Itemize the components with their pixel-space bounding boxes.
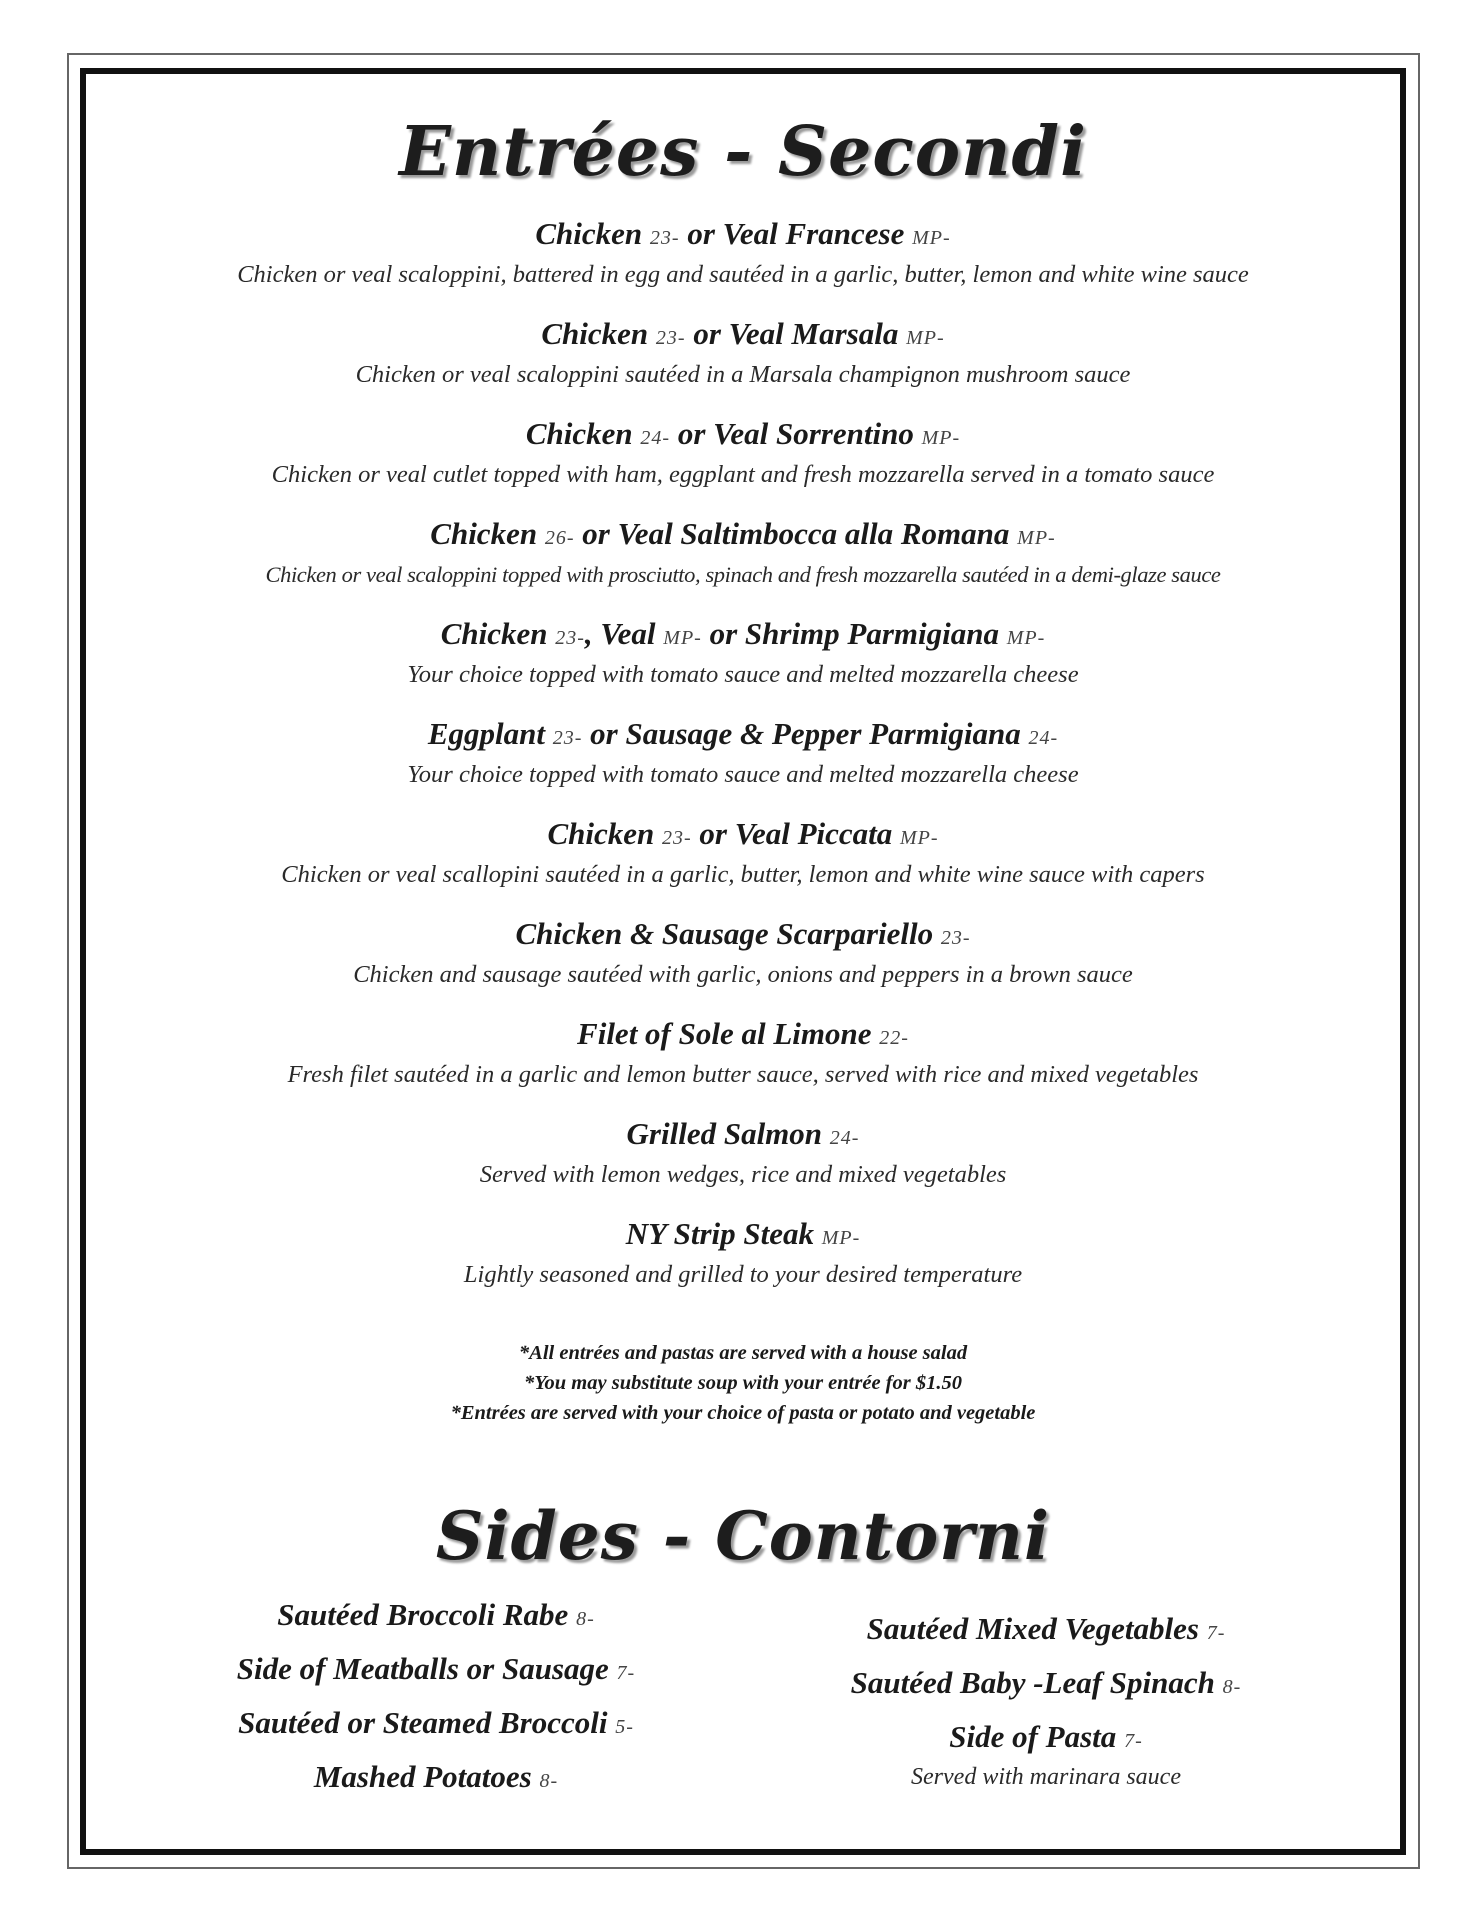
side-name: Sautéed Baby -Leaf Spinach <box>850 1665 1215 1700</box>
item-price: 24- <box>829 1127 860 1149</box>
entrees-list <box>86 214 1400 1314</box>
item-name <box>86 314 1400 358</box>
side-item <box>186 1644 686 1698</box>
item-description: Chicken and sausage sautéed with garlic, onions and peppers in a brown sauce <box>353 961 1133 988</box>
item-price: 23- <box>649 227 680 249</box>
item-description: Fresh filet sautéed in a garlic and lemon butter sauce, served with rice and mixed vegetables <box>287 1061 1199 1088</box>
item-name-part: Chicken <box>440 616 548 651</box>
item-price: 23- <box>655 327 686 349</box>
item-description: Your choice topped with tomato sauce and melted mozzarella cheese <box>407 661 1079 688</box>
item-name <box>86 614 1400 658</box>
sides-right-column <box>796 1604 1296 1788</box>
item-name <box>86 714 1400 758</box>
item-price: MP- <box>663 627 702 649</box>
item-price: MP- <box>912 227 951 249</box>
note-pasta-or-potato: *Entrées are served with your choice of pasta or potato and vegetable <box>450 1402 1036 1424</box>
item-name-part: NY Strip Steak <box>625 1216 815 1251</box>
item-name <box>86 1014 1400 1058</box>
item-name <box>86 1114 1400 1158</box>
item-name-part: Chicken & Sausage Scarpariello <box>515 916 934 951</box>
menu-item-saltimbocca <box>86 514 1400 614</box>
side-item <box>796 1604 1296 1658</box>
side-name: Mashed Potatoes <box>313 1759 532 1794</box>
item-price: MP- <box>821 1227 861 1249</box>
item-name-part: or Veal Marsala <box>693 316 899 351</box>
side-item <box>796 1658 1296 1712</box>
item-name-part: or Veal Sorrentino <box>677 416 914 451</box>
item-name-part: or Veal Francese <box>687 216 905 251</box>
side-description: Served with marinara sauce <box>911 1764 1181 1790</box>
item-name-part: or Shrimp Parmigiana <box>709 616 999 651</box>
item-price: MP- <box>1017 527 1056 549</box>
menu-item-sorrentino <box>86 414 1400 514</box>
note-soup-substitute: *You may substitute soup with your entrée for $1.50 <box>524 1372 962 1394</box>
item-name-part: Filet of Sole al Limone <box>577 1016 872 1051</box>
side-price: 5- <box>615 1716 634 1738</box>
item-description: Chicken or veal cutlet topped with ham, eggplant and fresh mozzarella served in a tomato sauce <box>271 461 1215 488</box>
side-name: Side of Meatballs or Sausage <box>236 1651 609 1686</box>
sides-title: Sides - Contorni <box>435 1497 1051 1575</box>
item-description: Lightly seasoned and grilled to your desired temperature <box>463 1261 1023 1288</box>
item-name-part: or Sausage & Pepper Parmigiana <box>590 716 1021 751</box>
side-price: 7- <box>1124 1730 1143 1752</box>
menu-item-scarpariello <box>86 914 1400 1014</box>
sides-left-column <box>186 1590 686 1806</box>
item-name-part: , Veal <box>584 616 656 651</box>
item-price: 23- <box>661 827 692 849</box>
item-price: 26- <box>544 527 575 549</box>
side-price: 7- <box>616 1662 636 1684</box>
side-item <box>186 1752 686 1806</box>
item-price: MP- <box>1006 627 1046 649</box>
menu-item-parmigiana <box>86 614 1400 714</box>
item-name-part: Chicken <box>547 816 655 851</box>
side-name: Sautéed Broccoli Rabe <box>277 1597 569 1632</box>
item-price: 24- <box>1028 727 1059 749</box>
side-price: 8- <box>576 1608 595 1630</box>
item-name-part: Eggplant <box>427 716 545 751</box>
menu-item-sole <box>86 1014 1400 1114</box>
side-item <box>186 1590 686 1644</box>
item-name <box>86 914 1400 958</box>
menu-item-salmon <box>86 1114 1400 1214</box>
side-price: 8- <box>539 1770 559 1792</box>
menu-item-eggplant-sausage-parmigiana <box>86 714 1400 814</box>
side-price: 8- <box>1222 1676 1242 1698</box>
item-description: Served with lemon wedges, rice and mixed vegetables <box>479 1161 1007 1188</box>
item-name-part: Chicken <box>535 216 643 251</box>
item-name-part: Chicken <box>541 316 649 351</box>
side-price: 7- <box>1206 1622 1226 1644</box>
side-name: Sautéed Mixed Vegetables <box>866 1611 1199 1646</box>
sides-list <box>86 1590 1400 1820</box>
side-item <box>796 1712 1296 1766</box>
item-price: 22- <box>879 1027 909 1049</box>
item-price: MP- <box>921 427 961 449</box>
item-name-part: Chicken <box>525 416 633 451</box>
item-price: MP- <box>900 827 939 849</box>
side-name: Sautéed or Steamed Broccoli <box>238 1705 608 1740</box>
item-description: Chicken or veal scaloppini sautéed in a Marsala champignon mushroom sauce <box>355 361 1131 388</box>
item-description: Chicken or veal scaloppini, battered in egg and sautéed in a garlic, butter, lemon and white wine sauce <box>237 261 1249 288</box>
item-name <box>86 814 1400 858</box>
menu-page <box>86 74 1400 1820</box>
item-name-part: or Veal Saltimbocca alla Romana <box>582 516 1010 551</box>
item-name-part: Chicken <box>430 516 538 551</box>
menu-item-francese <box>86 214 1400 314</box>
side-name: Side of Pasta <box>949 1719 1117 1754</box>
item-price: MP- <box>906 327 945 349</box>
item-description: Chicken or veal scallopini sautéed in a garlic, butter, lemon and white wine sauce with capers <box>281 861 1205 888</box>
item-price: 24- <box>640 427 671 449</box>
menu-item-piccata <box>86 814 1400 914</box>
item-name <box>86 414 1400 458</box>
side-item <box>186 1698 686 1752</box>
item-description: Chicken or veal scaloppini topped with prosciutto, spinach and fresh mozzarella sautéed in a demi-glaze sauce <box>265 562 1221 587</box>
item-price: 23- <box>552 727 583 749</box>
item-price: 23- <box>555 627 585 649</box>
item-name <box>86 214 1400 258</box>
entree-notes <box>86 1338 1400 1428</box>
item-name-part: or Veal Piccata <box>699 816 893 851</box>
menu-item-marsala <box>86 314 1400 414</box>
note-house-salad: *All entrées and pastas are served with a house salad <box>518 1342 968 1364</box>
item-price: 23- <box>940 927 971 949</box>
entrees-title: Entrées - Secondi <box>399 112 1087 192</box>
menu-item-strip-steak <box>86 1214 1400 1314</box>
item-name <box>86 514 1400 558</box>
item-name <box>86 1214 1400 1258</box>
item-description: Your choice topped with tomato sauce and melted mozzarella cheese <box>407 761 1079 788</box>
item-name-part: Grilled Salmon <box>626 1116 823 1151</box>
